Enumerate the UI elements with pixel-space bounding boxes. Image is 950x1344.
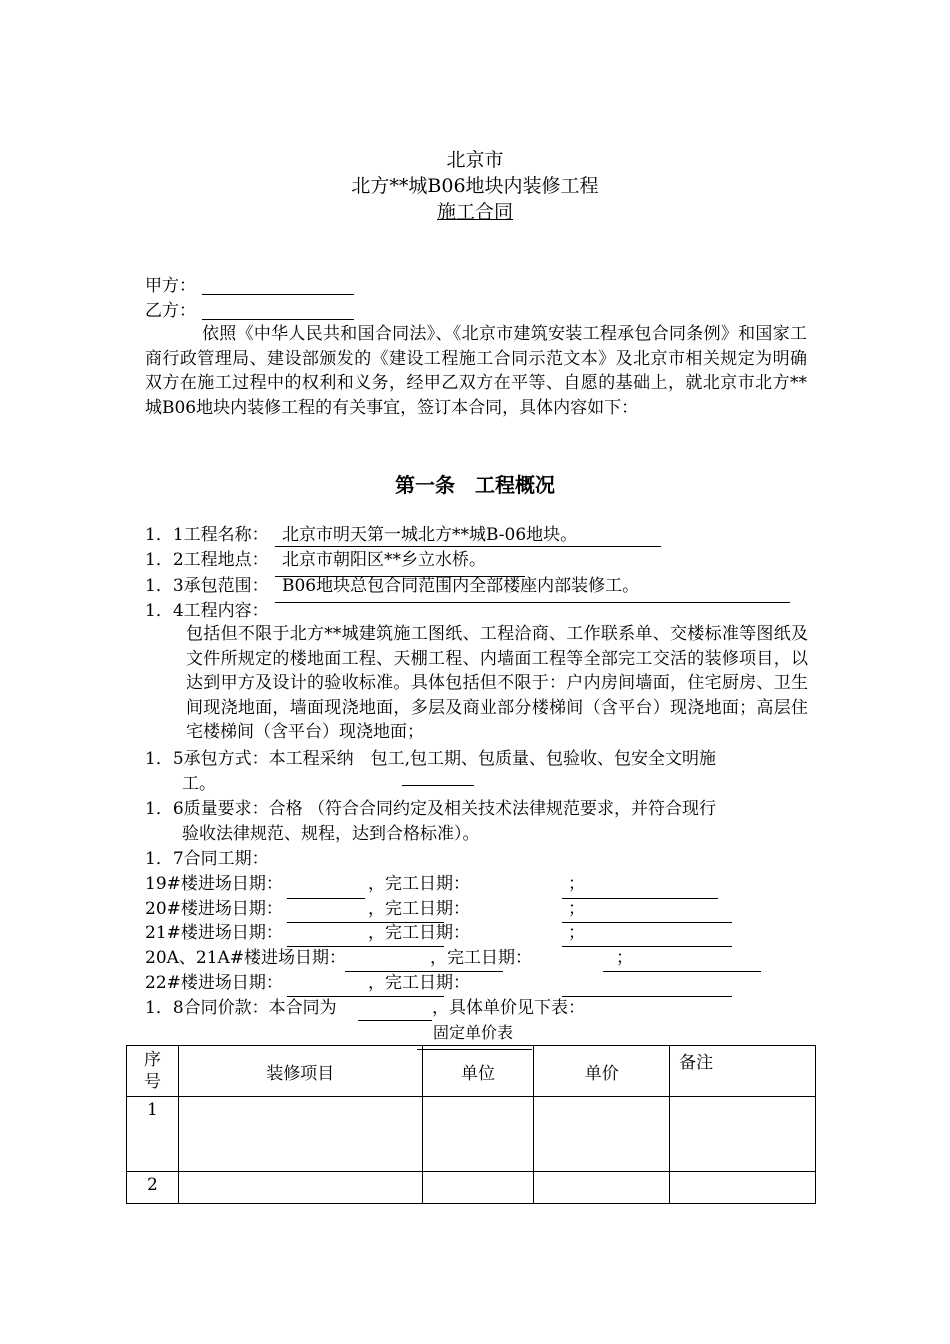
- row-1-unit: [422, 1097, 534, 1172]
- header-unit: 单位: [422, 1046, 534, 1097]
- schedule-21-end-blank: [562, 946, 732, 947]
- row-2-no: 2: [127, 1172, 179, 1204]
- item-1-2-label: 1．2工程地点：: [145, 550, 269, 570]
- item-1-8-tail: ，具体单价见下表：: [432, 998, 585, 1018]
- header-serial: 序 号: [127, 1046, 179, 1097]
- schedule-19-start-blank: [287, 898, 365, 899]
- table-row: [127, 1172, 816, 1204]
- doc-type-label: 施工合同: [436, 201, 513, 223]
- item-1-4-body: 包括但不限于北方**城建筑施工图纸、工程洽商、工作联系单、交楼标准等图纸及文件所规定的楼地面工程、天棚工程、内墙面工程等全部完工交活的装修项目，以达到甲方及设计的验收标准。具体包括但不限于：户内房间墙面，住宅厨房、卫生间现浇地面，墙面现浇地面，多层及商业部分楼梯间（含平台）现浇地面；高层住宅楼梯间（含平台）现浇地面；: [186, 624, 808, 742]
- schedule-22-start: 22#楼进场日期：: [145, 973, 283, 993]
- schedule-21-start: 21#楼进场日期：: [145, 923, 283, 943]
- header-unit-price: 单价: [534, 1046, 670, 1097]
- price-table-header-row: [127, 1046, 816, 1097]
- table-row: [127, 1097, 816, 1172]
- schedule-20a-start: 20A、21A#楼进场日期：: [145, 948, 347, 968]
- schedule-20-end: ，完工日期：: [368, 899, 470, 919]
- schedule-20a-semi: ；: [616, 948, 633, 968]
- item-1-5-blank: [402, 785, 474, 786]
- row-1-remark: [670, 1097, 816, 1172]
- doc-city: 北京市: [446, 149, 504, 171]
- schedule-21-semi: ；: [568, 923, 585, 943]
- row-1-no: 1: [127, 1097, 179, 1172]
- item-1-5-line1: 1．5承包方式：本工程采纳 包工,包工期、包质量、包验收、包安全文明施: [145, 749, 717, 769]
- schedule-19-semi: ；: [568, 874, 585, 894]
- item-1-6-line1: 1．6质量要求：合格 （符合合同约定及相关技术法律规范要求，并符合现行: [145, 799, 717, 819]
- schedule-19-start: 19#楼进场日期：: [145, 874, 283, 894]
- party-b-blank: [202, 319, 354, 320]
- item-1-1-value: 北京市明天第一城北方**城B-06地块。: [282, 525, 578, 545]
- item-1-2-value: 北京市朝阳区**乡立水桥。: [282, 550, 486, 570]
- price-table-caption: 固定单价表: [433, 1023, 514, 1042]
- item-1-5-line2: 工。: [182, 774, 216, 794]
- item-1-8-label: 1．8合同价款：本合同为: [145, 998, 337, 1018]
- schedule-20-start: 20#楼进场日期：: [145, 899, 283, 919]
- item-1-3-underline: [275, 602, 790, 603]
- item-1-8-price-blank: [358, 1020, 432, 1021]
- schedule-20a-end-blank: [603, 971, 761, 972]
- schedule-22-end: ，完工日期：: [368, 973, 470, 993]
- schedule-20-end-blank: [562, 922, 732, 923]
- item-1-7-label: 1．7合同工期：: [145, 849, 269, 869]
- item-1-4-label: 1．4工程内容：: [145, 601, 269, 621]
- price-table: [126, 1045, 816, 1204]
- schedule-20-semi: ；: [568, 899, 585, 919]
- schedule-21-end: ，完工日期：: [368, 923, 470, 943]
- row-1-item: [178, 1097, 422, 1172]
- row-2-unit: [422, 1172, 534, 1204]
- party-a-blank: [202, 294, 354, 295]
- article-1-heading: 第一条 工程概况: [395, 473, 555, 497]
- row-2-remark: [670, 1172, 816, 1204]
- schedule-22-end-blank: [562, 996, 732, 997]
- party-a-label: 甲方：: [145, 276, 196, 296]
- header-remarks: 备注: [670, 1046, 816, 1097]
- row-2-price: [534, 1172, 670, 1204]
- schedule-20a-end: ，完工日期：: [430, 948, 532, 968]
- schedule-19-end: ，完工日期：: [368, 874, 470, 894]
- intro-paragraph: 依照《中华人民共和国合同法》、《北京市建筑安装工程承包合同条例》和国家工商行政管理局、建设部颁发的《建设工程施工合同示范文本》及北京市相关规定为明确双方在施工过程中的权利和义务，经甲乙双方在平等、自愿的基础上，就北京市北方**城B06地块内装修工程的有关事宜，签订本合同，具体内容如下：: [145, 324, 807, 418]
- party-b-label: 乙方：: [145, 301, 196, 321]
- item-1-3-value: B06地块总包合同范围内全部楼座内部装修工。: [282, 576, 640, 596]
- row-1-price: [534, 1097, 670, 1172]
- item-1-1-underline: [275, 546, 661, 547]
- doc-project-title: 北方**城B06地块内装修工程: [351, 175, 599, 197]
- row-2-item: [178, 1172, 422, 1204]
- item-1-6-line2: 验收法律规范、规程，达到合格标准）。: [182, 824, 480, 844]
- schedule-19-end-blank: [562, 898, 718, 899]
- item-1-1-label: 1．1工程名称：: [145, 525, 269, 545]
- header-item: 装修项目: [178, 1046, 422, 1097]
- doc-type-title: [0, 200, 950, 224]
- item-1-3-label: 1．3承包范围：: [145, 576, 269, 596]
